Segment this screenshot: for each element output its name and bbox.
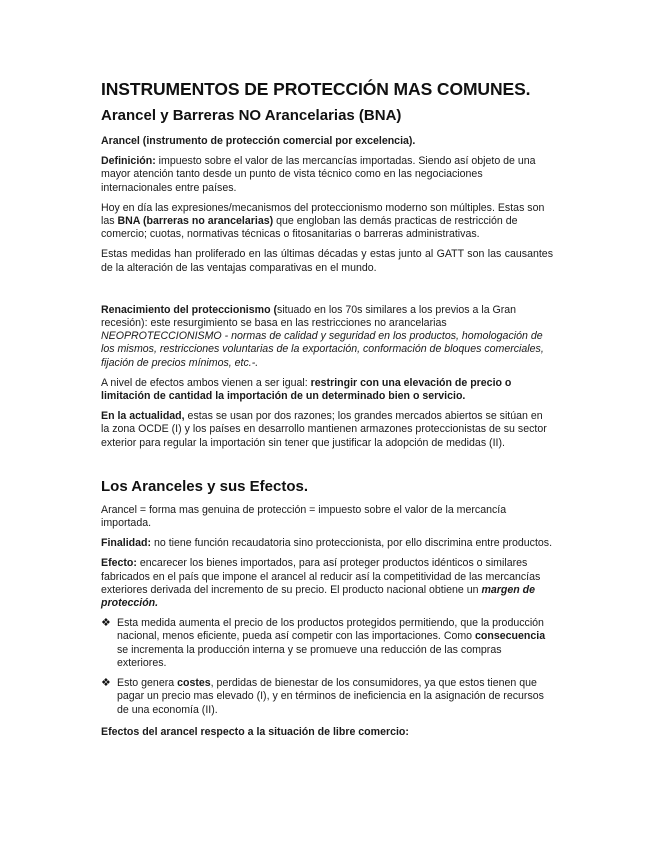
- definicion-label: Definición:: [101, 155, 156, 168]
- actualidad-text: estas se usan por dos razones; los grandes mercados abiertos se sitúan en la zona OCDE (I) y los países en desarrollo mantienen armazones proteccionistas de su sector exterior para regular la importación sin tener que justificar la adopción de medidas (II).: [101, 410, 547, 449]
- renacimiento-text: situado en los 70s similares a los previos a la Gran recesión): este resurgimiento se basa en las restricciones no arancelarias: [101, 303, 517, 330]
- paragraph-arancel-definicion: Arancel = forma mas genuina de protección = impuesto sobre el valor de la mercancía importada.: [101, 503, 507, 530]
- bullet1-bold: consecuencia: [475, 630, 546, 643]
- paragraph-hoy: [101, 202, 553, 242]
- page-title: INSTRUMENTOS DE PROTECCIÓN MAS COMUNES.: [101, 79, 531, 99]
- list-item: [101, 677, 553, 717]
- actualidad-label: En la actualidad,: [101, 410, 185, 423]
- hoy-bold: BNA (barreras no arancelarias): [117, 215, 274, 228]
- efecto-text: encarecer los bienes importados, para así proteger productos idénticos o similares fabricados en el país que impone el arancel al reducir así la competitividad de las mercancías exteriores derivada del incremento de su precio. El producto nacional obtiene un: [101, 557, 541, 596]
- bullet-list: [101, 617, 553, 716]
- efecto-label: Efecto:: [101, 557, 137, 570]
- subheading-arancel: Arancel (instrumento de protección comercial por excelencia).: [101, 135, 416, 147]
- paragraph-medidas: Estas medidas han proliferado en las últimas décadas y estas junto al GATT son las causantes de la alteración de las ventajas comparativas en el mundo.: [101, 248, 553, 274]
- paragraph-efecto: [101, 557, 553, 610]
- section-heading-aranceles-efectos: Los Aranceles y sus Efectos.: [101, 477, 309, 495]
- nivel-bold: restringir con una elevación de precio o limitación de cantidad la importación de un determinado bien o servicio.: [101, 376, 512, 403]
- paragraph-finalidad: [101, 537, 553, 550]
- bullet1-text-2: se incrementa la producción interna y se promueve una reducción de las compras exteriores.: [117, 643, 502, 669]
- renacimiento-label: Renacimiento del proteccionismo (: [101, 303, 278, 316]
- hoy-text-2: que engloban las demás practicas de restricción de comercio; cuotas, normativas técnicas o fitosanitarias o barreras administrativas.: [101, 215, 518, 241]
- bullet1-text-1: Esta medida aumenta el precio de los productos protegidos permitiendo, que la producción nacional, menos eficiente, pueda así competir con las importaciones. Como: [117, 617, 544, 643]
- bullet2-text-1: Esto genera: [117, 677, 178, 690]
- paragraph-nivel-efectos: [101, 377, 553, 403]
- nivel-text: A nivel de efectos ambos vienen a ser igual:: [101, 376, 311, 389]
- subheading-efectos-arancel: Efectos del arancel respecto a la situación de libre comercio:: [101, 725, 409, 738]
- finalidad-label: Finalidad:: [101, 537, 152, 550]
- paragraph-actualidad: [101, 410, 553, 450]
- section-heading-aranceles-bna: Arancel y Barreras NO Arancelarias (BNA): [101, 107, 402, 124]
- bullet2-text-2: , perdidas de bienestar de los consumidores, ya que estos tienen que pagar un precio mas elevado (I), y en términos de ineficiencia en la asignación de recursos de una economía (II).: [117, 677, 544, 716]
- diamond-bullet-icon: ❖: [101, 677, 111, 690]
- bullet2-bold: costes: [177, 677, 211, 690]
- diamond-bullet-icon: ❖: [101, 617, 111, 630]
- hoy-text-1: Hoy en día las expresiones/mecanismos del proteccionismo moderno son múltiples. Estas son las: [101, 201, 545, 228]
- efecto-bold-italic: margen de protección.: [101, 583, 536, 610]
- document-page: [101, 78, 553, 739]
- list-item: [101, 617, 553, 670]
- definicion-text: impuesto sobre el valor de las mercancías importadas. Siendo así objeto de una mayor atención tanto desde un punto de vista técnico como en las negociaciones internacionales entre países.: [101, 155, 536, 194]
- finalidad-text: no tiene función recaudatoria sino proteccionista, por ello discrimina entre productos.: [151, 537, 553, 550]
- paragraph-renacimiento: [101, 304, 553, 370]
- paragraph-definicion: [101, 155, 553, 195]
- renacimiento-italic: NEOPROTECCIONISMO - normas de calidad y seguridad en los productos, homologación de los mismos, restricciones voluntarias de la exportación, conformación de bloques comerciales, fijación de precios mínimos, etc.-.: [101, 330, 544, 369]
